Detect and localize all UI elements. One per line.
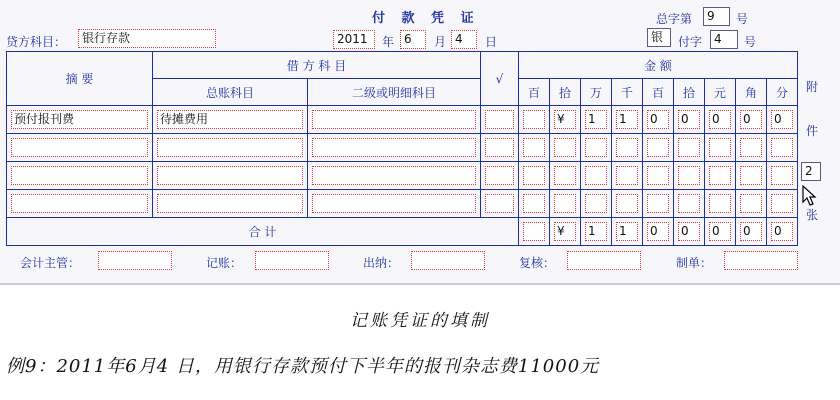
total-digit-field[interactable]: 0 [740,222,762,241]
amount-digit-cell [674,106,705,134]
amount-digit-field[interactable] [616,138,638,157]
amount-digit-cell [643,162,674,190]
total-digit-field[interactable]: ¥ [554,222,576,241]
amount-digit-field[interactable] [523,194,545,213]
total-digit-cell [643,218,674,246]
day-label: 日 [485,35,498,49]
amount-digit-field[interactable] [740,194,762,213]
credit-account-label: 贷方科目： [6,35,67,49]
amount-digit-cell [550,134,581,162]
amount-digit-cell [612,162,643,190]
total-digit-cell [581,218,612,246]
pay-number-label: 付字 [678,35,703,49]
bookkeeper-label: 记账： [206,256,243,270]
sub-ledger-cell [308,134,481,162]
check-cell [481,190,519,218]
amount-digit-field[interactable] [616,166,638,185]
summary-header: 摘 要 [7,52,153,106]
total-number-field[interactable]: 9 [703,7,730,26]
summary-field[interactable] [11,138,148,157]
total-digit-field[interactable]: 1 [616,222,638,241]
summary-cell [7,134,153,162]
amount-digit-cell [612,106,643,134]
amount-digit-field[interactable] [554,194,576,213]
amount-digit-cell [643,106,674,134]
amount-digit-cell [705,106,736,134]
amount-digit-field[interactable] [709,138,731,157]
amount-digit-cell [519,134,550,162]
general-ledger-cell [153,134,308,162]
general-ledger-cell [153,106,308,134]
day-field[interactable]: 4 [451,30,477,49]
total-digit-cell [674,218,705,246]
total-digit-cell [736,218,767,246]
check-header: √ [481,52,519,106]
amount-digit-cell [705,190,736,218]
amount-digit-field[interactable] [678,166,700,185]
bank-field[interactable]: 银 [647,28,671,47]
amount-digit-field[interactable] [771,166,793,185]
digit-header: 拾 [674,79,705,106]
attachment-fu-label: 附 [806,80,819,94]
cashier-field[interactable] [411,251,485,270]
check-field[interactable] [485,166,514,185]
total-digit-cell [705,218,736,246]
total-digit-cell [612,218,643,246]
amount-digit-field[interactable] [554,166,576,185]
amount-digit-cell [519,162,550,190]
hao-label-2: 号 [744,35,757,49]
credit-account-field[interactable]: 银行存款 [78,29,216,48]
voucher-title: 付 款 凭 证 [372,11,480,26]
amount-digit-cell [550,190,581,218]
amount-digit-cell [581,162,612,190]
chief-accountant-label: 会计主管： [20,256,81,270]
check-cell [481,162,519,190]
sub-ledger-field[interactable] [312,166,476,185]
amount-digit-field[interactable] [678,194,700,213]
amount-digit-field[interactable] [523,110,545,129]
total-label: 合 计 [7,218,519,246]
attachment-jian-label: 件 [806,124,819,138]
year-label: 年 [382,35,395,49]
summary-field[interactable]: 预付报刊费 [11,110,148,129]
month-label: 月 [434,35,447,49]
amount-digit-field[interactable]: ¥ [554,110,576,129]
check-field[interactable] [485,138,514,157]
amount-digit-field[interactable]: 0 [709,110,731,129]
lesson-example: 例9：2011年6月4 日，用银行存款预付下半年的报刊杂志费11000元 [6,356,600,377]
amount-digit-field[interactable]: 0 [771,110,793,129]
general-ledger-cell [153,162,308,190]
voucher-table [6,51,798,246]
amount-digit-field[interactable]: 1 [616,110,638,129]
digit-header: 千 [612,79,643,106]
general-ledger-cell [153,190,308,218]
total-digit-cell [550,218,581,246]
general-ledger-header: 总账科目 [153,79,308,106]
sub-ledger-field[interactable] [312,110,476,129]
amount-digit-cell [519,190,550,218]
chief-accountant-field[interactable] [98,251,172,270]
sub-ledger-field[interactable] [312,138,476,157]
check-cell [481,106,519,134]
amount-digit-field[interactable] [771,194,793,213]
summary-cell [7,190,153,218]
amount-digit-cell [767,134,798,162]
attachment-count-field[interactable]: 2 [801,162,821,181]
amount-digit-field[interactable] [523,166,545,185]
total-digit-cell [767,218,798,246]
reviewer-label: 复核： [519,256,556,270]
reviewer-field[interactable] [567,251,641,270]
amount-digit-field[interactable] [585,138,607,157]
total-digit-field[interactable] [523,222,545,241]
bookkeeper-field[interactable] [255,251,329,270]
amount-digit-field[interactable] [523,138,545,157]
month-field[interactable]: 6 [400,30,426,49]
check-cell [481,134,519,162]
sub-ledger-field[interactable] [312,194,476,213]
total-digit-cell [519,218,550,246]
total-digit-field[interactable]: 0 [678,222,700,241]
amount-digit-cell [612,190,643,218]
digit-header: 拾 [550,79,581,106]
divider [0,283,840,285]
summary-cell [7,106,153,134]
attachment-zhang-label: 张 [806,208,819,222]
amount-digit-cell [643,190,674,218]
amount-digit-field[interactable]: 0 [740,110,762,129]
debit-account-header: 借 方 科 目 [153,52,481,79]
check-field[interactable] [485,194,514,213]
summary-cell [7,162,153,190]
amount-digit-cell [581,190,612,218]
amount-digit-field[interactable] [647,138,669,157]
sub-ledger-header: 二级或明细科目 [308,79,481,106]
amount-digit-cell [581,134,612,162]
hao-label-1: 号 [736,12,749,26]
amount-digit-cell [767,190,798,218]
amount-digit-field[interactable] [709,166,731,185]
amount-digit-cell [705,162,736,190]
general-ledger-field[interactable] [157,194,303,213]
amount-digit-field[interactable] [678,138,700,157]
amount-digit-cell [736,162,767,190]
general-ledger-field[interactable]: 待摊费用 [157,110,303,129]
general-ledger-field[interactable] [157,138,303,157]
mouse-cursor-icon [802,185,818,207]
amount-digit-cell [550,162,581,190]
total-digit-field[interactable]: 0 [709,222,731,241]
sub-ledger-cell [308,162,481,190]
total-digit-field[interactable]: 1 [585,222,607,241]
amount-digit-cell [612,134,643,162]
sub-ledger-cell [308,190,481,218]
summary-field[interactable] [11,194,148,213]
amount-digit-field[interactable] [740,138,762,157]
amount-digit-field[interactable] [709,194,731,213]
amount-digit-cell [581,106,612,134]
total-number-label: 总字第 [656,12,693,26]
amount-digit-cell [767,162,798,190]
amount-digit-cell [550,106,581,134]
cashier-label: 出纳： [363,256,400,270]
summary-field[interactable] [11,166,148,185]
amount-digit-cell [736,106,767,134]
general-ledger-field[interactable] [157,166,303,185]
lesson-heading: 记账凭证的填制 [350,311,490,331]
amount-digit-field[interactable] [585,194,607,213]
year-field[interactable]: 2011 [333,30,375,49]
amount-digit-field[interactable] [647,166,669,185]
amount-digit-cell [767,106,798,134]
digit-header: 百 [519,79,550,106]
amount-digit-cell [674,162,705,190]
amount-header: 金 额 [519,52,798,79]
amount-digit-field[interactable] [585,166,607,185]
amount-digit-cell [674,190,705,218]
amount-digit-cell [736,190,767,218]
amount-digit-field[interactable] [616,194,638,213]
preparer-field[interactable] [724,251,798,270]
amount-digit-cell [736,134,767,162]
amount-digit-field[interactable] [554,138,576,157]
digit-header: 角 [736,79,767,106]
total-digit-field[interactable]: 0 [771,222,793,241]
amount-digit-cell [519,106,550,134]
amount-digit-cell [674,134,705,162]
amount-digit-field[interactable] [740,166,762,185]
digit-header: 元 [705,79,736,106]
amount-digit-field[interactable] [647,194,669,213]
amount-digit-field[interactable] [771,138,793,157]
amount-digit-field[interactable]: 0 [678,110,700,129]
pay-number-field[interactable]: 4 [710,30,738,49]
check-field[interactable] [485,110,514,129]
digit-header: 百 [643,79,674,106]
total-digit-field[interactable]: 0 [647,222,669,241]
amount-digit-cell [643,134,674,162]
sub-ledger-cell [308,106,481,134]
amount-digit-field[interactable]: 0 [647,110,669,129]
digit-header: 分 [767,79,798,106]
digit-header: 万 [581,79,612,106]
preparer-label: 制单： [676,256,713,270]
amount-digit-field[interactable]: 1 [585,110,607,129]
amount-digit-cell [705,134,736,162]
